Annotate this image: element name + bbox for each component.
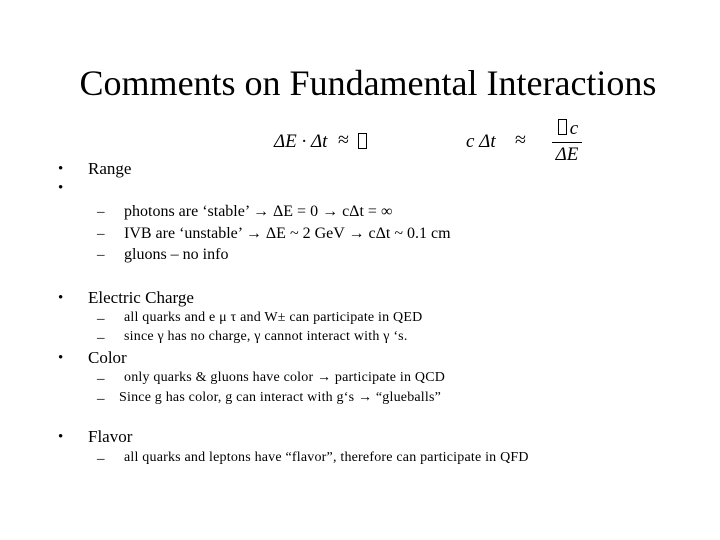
color-subitem-qcd: only quarks & gluons have color → participate in QCD	[124, 370, 446, 385]
bullet-icon: •	[58, 180, 64, 196]
dash-icon: –	[97, 247, 105, 263]
bullet-icon: •	[58, 161, 64, 177]
hbar-placeholder-box	[356, 133, 367, 153]
dash-icon: –	[97, 391, 105, 407]
charge-subitem-qed: all quarks and e μ τ and W± can participate in QED	[124, 310, 423, 325]
dash-icon: –	[97, 451, 105, 467]
fraction-denominator: ΔE	[555, 144, 579, 165]
uncertainty-expression: ΔE · Δt	[274, 131, 328, 152]
slide-title: Comments on Fundamental Interactions	[79, 63, 657, 103]
bullet-icon: •	[58, 350, 64, 366]
bullet-color-label: Color	[88, 348, 127, 367]
color-subitem-glueballs: Since g has color, g can interact with g‘s → “glueballs”	[119, 390, 442, 405]
range-subitem-gluons: gluons – no info	[124, 246, 229, 263]
bullet-icon: •	[58, 290, 64, 306]
bullet-electric-charge-label: Electric Charge	[88, 288, 194, 307]
dash-icon: –	[97, 330, 105, 346]
fraction-bar	[552, 142, 582, 143]
bullet-range-label: Range	[88, 159, 132, 178]
dash-icon: –	[97, 311, 105, 327]
c-delta-t-expression: c Δt	[466, 131, 496, 152]
dash-icon: –	[97, 371, 105, 387]
bullet-icon: •	[58, 429, 64, 445]
bullet-flavor-label: Flavor	[88, 427, 133, 446]
charge-subitem-photon: since γ has no charge, γ cannot interact with γ ‘s.	[124, 329, 408, 344]
dash-icon: –	[97, 226, 105, 242]
approx-symbol-right: ≈	[515, 129, 526, 151]
flavor-subitem-qfd: all quarks and leptons have “flavor”, therefore can participate in QFD	[124, 450, 529, 465]
range-subitem-ivb: IVB are ‘unstable’ → ΔE ~ 2 GeV → cΔt ~ 0.1 cm	[124, 225, 451, 242]
approx-symbol-left: ≈	[338, 129, 349, 151]
fraction-numerator: c	[552, 118, 582, 140]
fraction-hbar-c-over-delta-e	[552, 118, 582, 166]
range-subitem-photons: photons are ‘stable’ → ΔE = 0 → cΔt = ∞	[124, 203, 393, 220]
dash-icon: –	[97, 204, 105, 220]
